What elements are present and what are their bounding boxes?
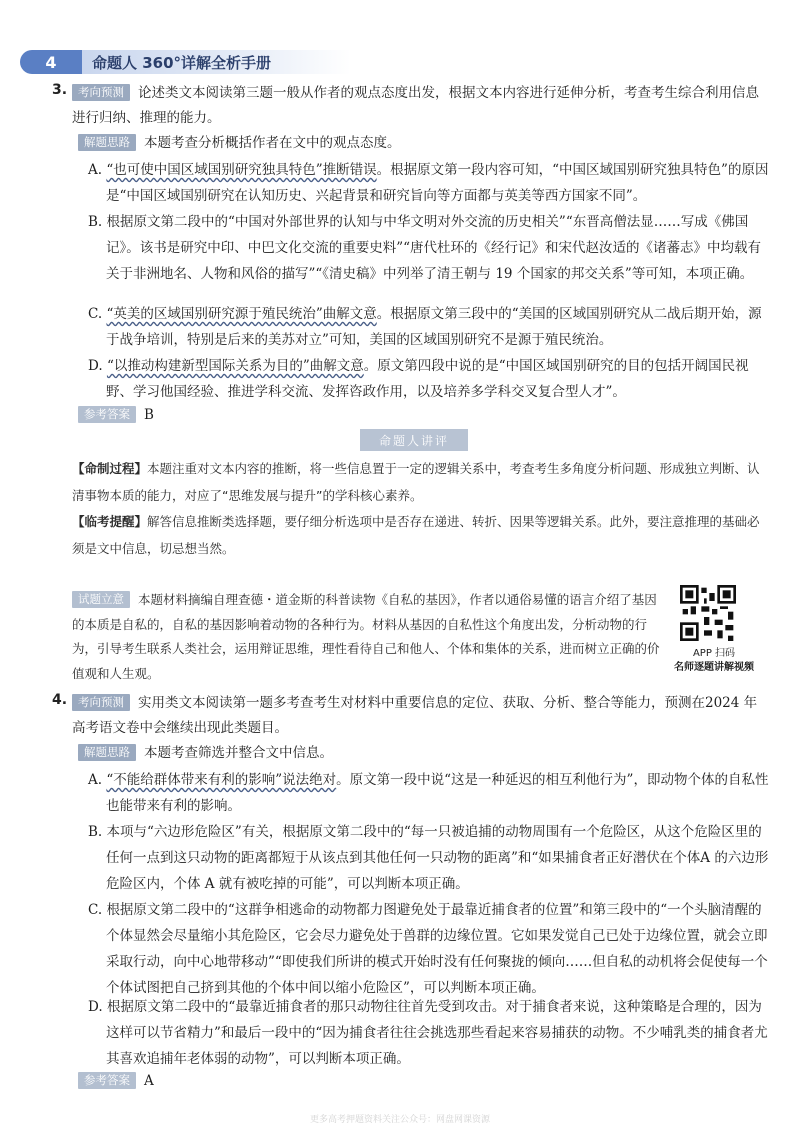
book-title: 命题人 360°详解全析手册 — [82, 50, 351, 74]
option-letter: A. — [88, 162, 107, 178]
commentary-label: 【命制过程】 — [72, 461, 148, 476]
answer-tag: 参考答案 — [78, 1072, 136, 1089]
option-explanation: 。根据原文第一段内容可知，“中国区域国别研究独具特色”的原因是“中国区域国别研究在认知历史、兴起背景和研究旨向等方面都与英美等西方国家不同”。 — [106, 162, 769, 204]
option-explanation: 。根据原文第三段中的“美国的区域国别研究从二战后期开始，源于战争培训，特别是后来的美苏对立”可知，美国的区域国别研究不是源于殖民统治。 — [106, 306, 762, 348]
q4-option-d — [88, 994, 772, 1072]
option-letter: D. — [88, 358, 107, 374]
q3-forecast — [72, 81, 770, 131]
q3-answer-value: B — [144, 407, 154, 423]
forecast-tag: 考向预测 — [72, 694, 130, 711]
option-claim: “以推动构建新型国际关系为目的”曲解文意 — [106, 358, 364, 374]
option-letter: C. — [88, 306, 107, 322]
option-explanation: 。原文第四段中说的是“中国区域国别研究的目的包括开阔国民视野、学习他国经验、推进学科交流、发挥咨政作用，以及培养多学科交叉复合型人才”。 — [106, 358, 749, 400]
option-letter: C. — [88, 902, 107, 918]
q4-answer-value: A — [144, 1073, 154, 1089]
q4-answer — [78, 1069, 770, 1094]
option-explanation: 本项与“六边形危险区”有关，根据原文第二段中的“每一只被追捕的动物周围有一个危险区，从这个危险区里的任何一点到这只动物的距离都短于从该点到其他任何一只动物的距离”和“如果捕食者正好潜伏在个体A 的六边形危险区内，个体 A 就有被吃掉的可能”，可以判断本项正确。 — [106, 824, 769, 892]
question-3-number: 3. — [52, 82, 68, 98]
q3-answer — [78, 403, 770, 428]
commentary-process — [72, 455, 770, 509]
material-intent — [72, 588, 662, 686]
q3-option-b — [88, 209, 772, 287]
qr-label-line-2: 名师逐题讲解视频 — [674, 662, 754, 673]
q4-option-a — [88, 767, 772, 819]
intent-tag: 试题立意 — [72, 591, 130, 608]
approach-tag: 解题思路 — [78, 134, 136, 151]
option-claim: “不能给群体带来有利的影响”说法绝对 — [106, 772, 337, 788]
q4-approach-text: 本题考查筛选并整合文中信息。 — [144, 745, 333, 761]
option-letter: D. — [88, 999, 107, 1015]
q4-forecast — [72, 691, 770, 741]
answer-tag: 参考答案 — [78, 406, 136, 423]
commentary-text: 解答信息推断类选择题，要仔细分析选项中是否存在递进、转折、因果等逻辑关系。此外，要注意推理的基础必须是文中信息，切忌想当然。 — [72, 514, 760, 556]
option-explanation: 。原文第一段中说“这是一种延迟的相互利他行为”，即动物个体的自私性也能带来有利的影响。 — [106, 772, 769, 814]
option-explanation: 根据原文第二段中的“这群争相逃命的动物都力图避免处于最靠近捕食者的位置”和第三段中的“一个头脑清醒的个体显然会尽量缩小其危险区，它会尽力避免处于兽群的边缘位置。它如果发觉自己已处于边缘位置，就会立即采取行动，向中心地带移动”“即使我们所讲的模式开始时没有任何聚拢的倾向……但自私的动机将会促使每一个个体试图把自己挤到其他的个体中间以缩小危险区”，可以判断本项正确。 — [106, 902, 768, 996]
commentary-title: 命题人讲评 — [360, 429, 468, 451]
q3-option-d — [88, 353, 772, 405]
commentary-label: 【临考提醒】 — [72, 514, 148, 529]
qr-label-line-1: APP 扫码 — [692, 648, 736, 659]
page-header — [20, 50, 351, 74]
qr-code-icon[interactable] — [680, 585, 736, 641]
q4-option-b — [88, 819, 772, 897]
q3-approach — [78, 131, 770, 156]
approach-tag: 解题思路 — [78, 744, 136, 761]
q3-forecast-text: 论述类文本阅读第三题一般从作者的观点态度出发，根据文本内容进行延伸分析，考查考生综合利用信息进行归纳、推理的能力。 — [72, 85, 759, 126]
q3-approach-text: 本题考查分析概括作者在文中的观点态度。 — [144, 135, 401, 151]
q3-option-a — [88, 157, 772, 209]
commentary-text: 本题注重对文本内容的推断，将一些信息置于一定的逻辑关系中，考查考生多角度分析问题、形成独立判断、认清事物本质的能力，对应了“思维发展与提升”的学科核心素养。 — [72, 461, 760, 503]
q4-forecast-text: 实用类文本阅读第一题多考查考生对材料中重要信息的定位、获取、分析、整合等能力，预测在2024 年高考语文卷中会继续出现此类题目。 — [72, 695, 758, 736]
option-explanation: 根据原文第二段中的“最靠近捕食者的那只动物往往首先受到攻击。对于捕食者来说，这种策略是合理的，因为这样可以节省精力”和最后一段中的“因为捕食者往往会挑选那些看起来容易捕获的动物。不少哺乳类的捕食者尤其喜欢追捕年老体弱的动物”，可以判断本项正确。 — [106, 999, 768, 1067]
option-claim: “也可使中国区域国别研究独具特色”推断错误 — [106, 162, 377, 178]
forecast-tag: 考向预测 — [72, 84, 130, 101]
commentary-reminder — [72, 508, 770, 562]
material-text: 本题材料摘编自理查德・道金斯的科普读物《自私的基因》，作者以通俗易懂的语言介绍了基因的本质是自私的，自私的基因影响着动物的各种行为。材料从基因的自私性这个角度出发，分析动物的行为，引导考生联系人类社会，运用辩证思维，理性看待自己和他人、个体和集体的关系，进而树立正确的价值观和人生观。 — [72, 592, 660, 681]
question-4-number: 4. — [52, 692, 68, 708]
option-letter: B. — [88, 824, 107, 840]
qr-label — [666, 647, 762, 675]
option-claim: “英美的区域国别研究源于殖民统治”曲解文意 — [106, 306, 377, 322]
q4-approach — [78, 741, 770, 766]
option-explanation: 根据原文第二段中的“中国对外部世界的认知与中华文明对外交流的历史相关”“东晋高僧法显……写成《佛国记》。该书是研究中印、中巴文化交流的重要史料”“唐代杜环的《经行记》和宋代赵汝适的《诸蕃志》中均载有关于非洲地名、人物和风俗的描写”“《清史稿》中列举了清王朝与 19 个国家的邦交关系”等可知，本项正确。 — [106, 214, 762, 282]
q4-option-c — [88, 897, 772, 1001]
page-number: 4 — [20, 50, 82, 74]
q3-option-c — [88, 301, 772, 353]
option-letter: A. — [88, 772, 107, 788]
footer-watermark: 更多高考押题资料关注公众号：网盘网课资源 — [309, 1115, 490, 1125]
option-letter: B. — [88, 214, 107, 230]
